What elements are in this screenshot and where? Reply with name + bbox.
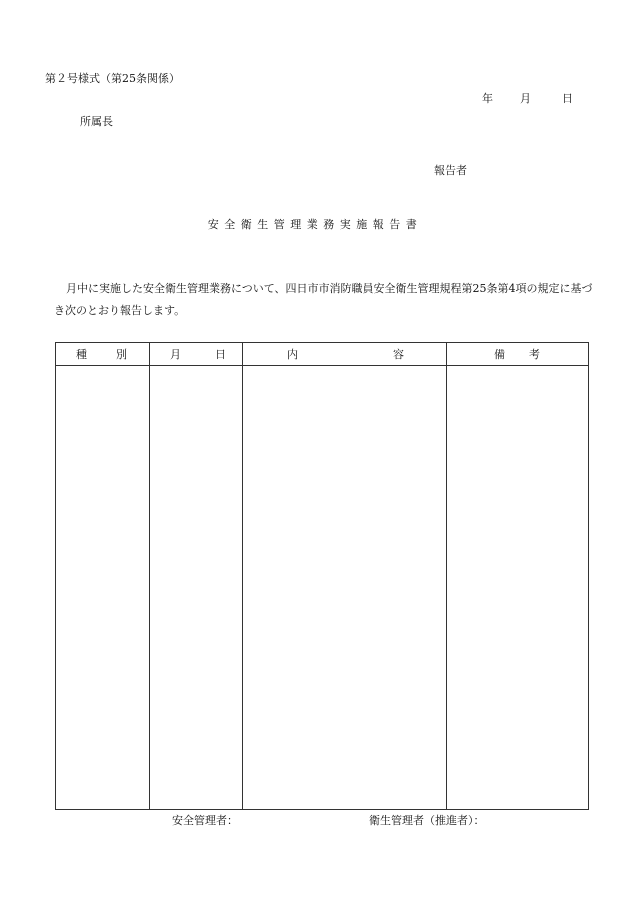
date-year-label: 年 [482,92,493,105]
table-header-row [56,343,589,366]
body-text: 月中に実施した安全衛生管理業務について、四日市市消防職員安全衛生管理規程第25条第4項の規定に基づき次のとおり報告します。 [54,282,593,317]
safety-manager-label: 安全管理者： [172,814,238,827]
header-content: 内 容 [243,343,447,366]
remarks-cell[interactable] [447,366,589,810]
health-manager-label: 衛生管理者（推進者）： [369,814,485,827]
report-table [55,342,589,810]
document-title: 安全衛生管理業務実施報告書 [207,218,423,231]
content-cell[interactable] [243,366,447,810]
addressee: 所属長 [80,115,113,128]
header-remarks: 備 考 [447,343,589,366]
header-kind: 種 別 [56,343,150,366]
kind-cell[interactable] [56,366,150,810]
date-cell[interactable] [150,366,243,810]
date-line [482,90,573,106]
reporter-label: 報告者 [434,164,467,177]
date-month-label: 月 [520,92,531,105]
form-number: 第２号様式（第25条関係） [45,72,180,85]
table-row [56,366,589,810]
header-date: 月 日 [150,343,243,366]
date-day-label: 日 [562,92,573,105]
